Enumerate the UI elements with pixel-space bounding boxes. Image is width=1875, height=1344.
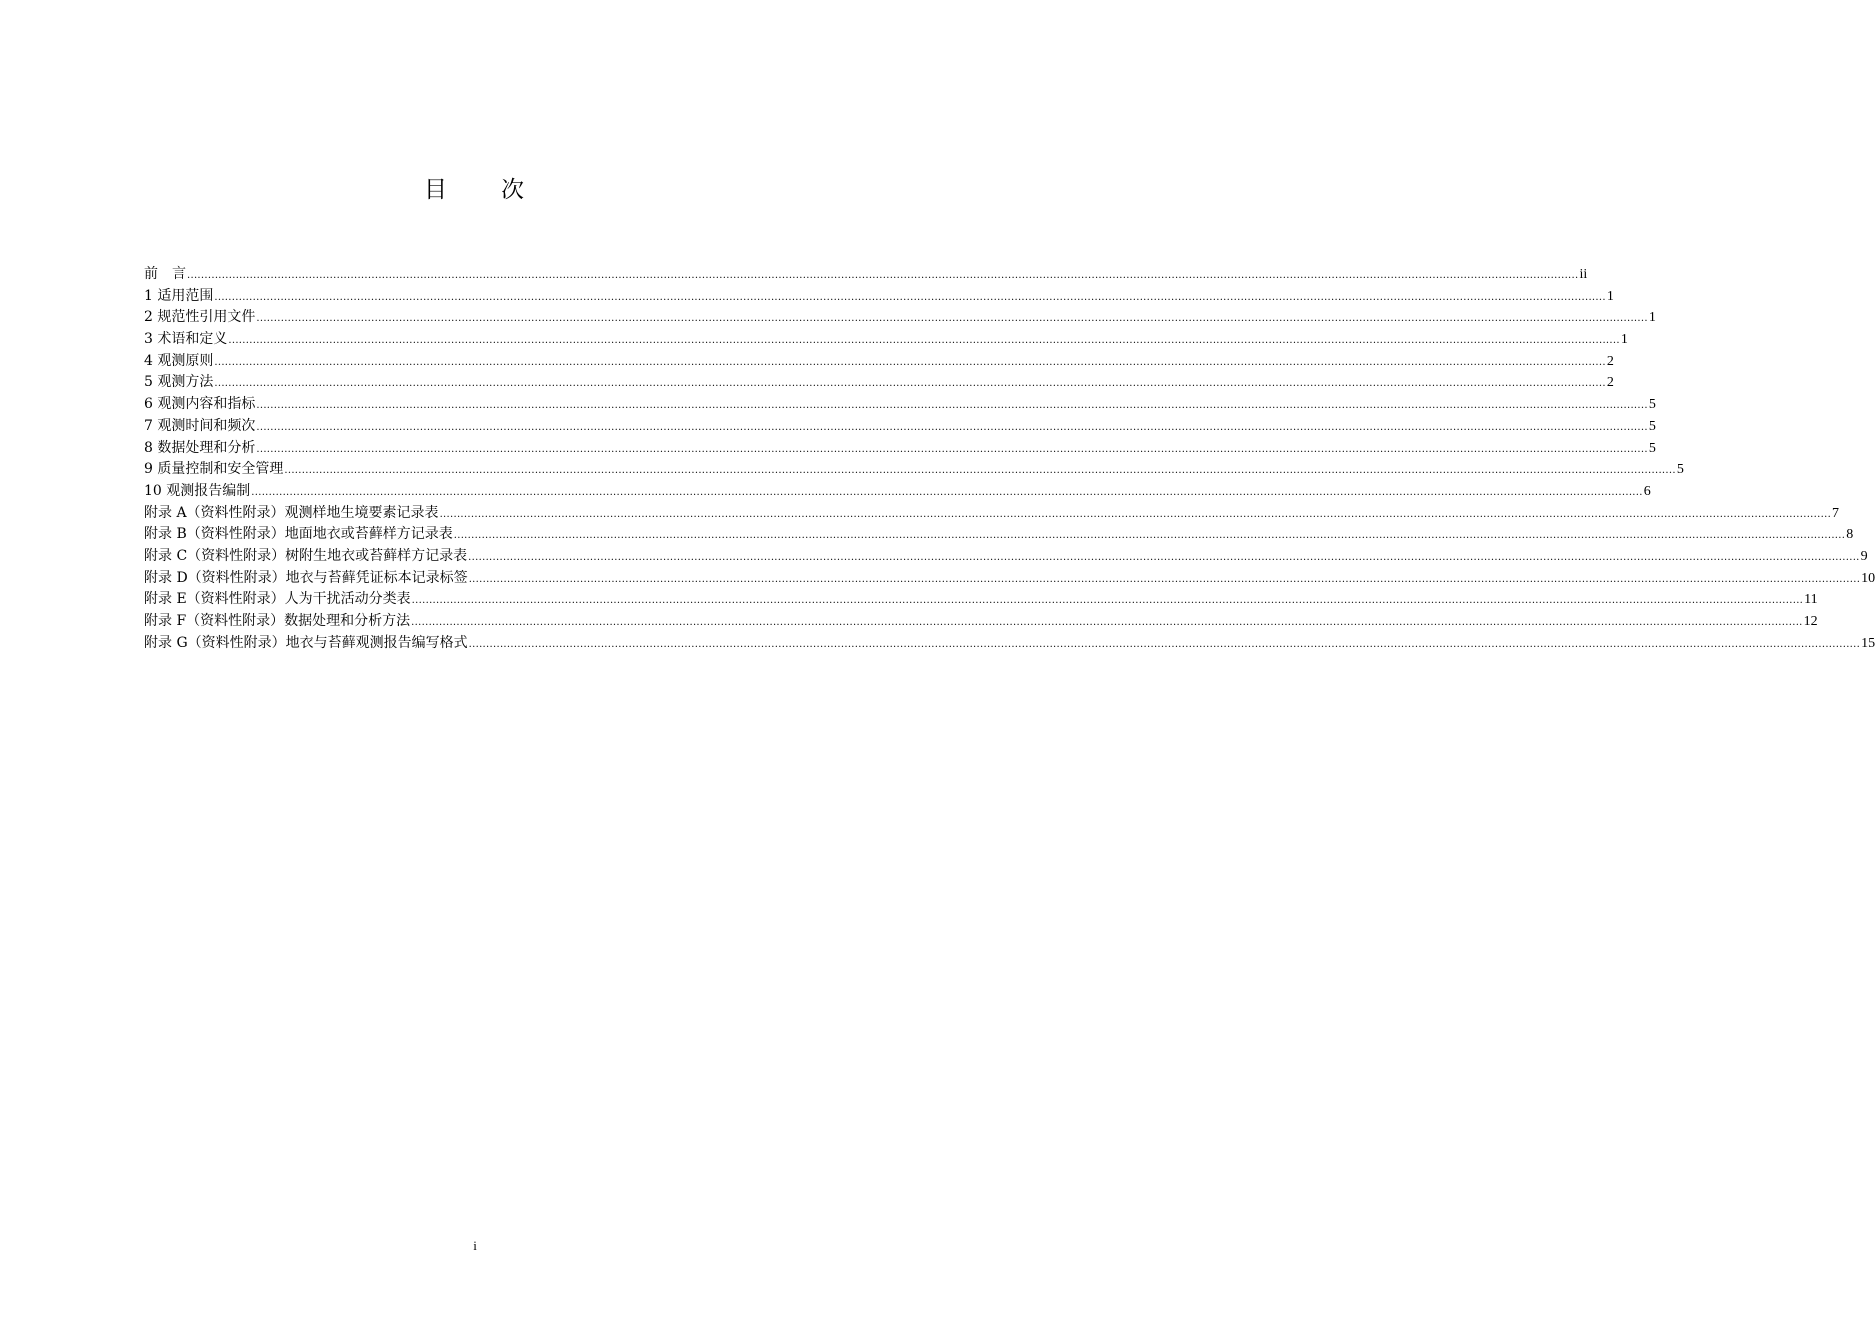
toc-entry-page: 2 — [1606, 375, 1614, 391]
toc-entry[interactable] — [144, 503, 1840, 525]
toc-entry-page: 1 — [1648, 310, 1656, 326]
toc-entry-page: 7 — [1832, 505, 1840, 521]
toc-entry-label: 附录 C（资料性附录）树附生地衣或苔藓样方记录表 — [144, 547, 468, 564]
toc-entry[interactable] — [144, 394, 1656, 416]
toc-entry[interactable] — [144, 524, 1854, 546]
toc-dot-leader: ................................................................................................................................................................................................................................................................................................................................................................................................................ — [256, 400, 1648, 412]
toc-entry-label: 6 观测内容和指标 — [144, 396, 256, 413]
toc-entry[interactable] — [144, 351, 1614, 373]
toc-entry-page: 12 — [1803, 614, 1818, 629]
toc-entry[interactable] — [144, 416, 1656, 438]
toc-entry-label: 附录 E（资料性附录）人为干扰活动分类表 — [144, 591, 411, 608]
toc-entry-label: 7 观测时间和频次 — [144, 417, 256, 434]
toc-entry-page: 1 — [1606, 288, 1614, 304]
title-char-left: 目 — [424, 177, 449, 203]
toc-entry[interactable] — [144, 264, 1588, 286]
toc-dot-leader: ................................................................................................................................................................................................................................................................................................................................................................................................................ — [468, 551, 1860, 563]
toc-entry-label: 8 数据处理和分析 — [144, 439, 256, 456]
toc-entry[interactable] — [144, 307, 1656, 329]
toc-dot-leader: ................................................................................................................................................................................................................................................................................................................................................................................................................ — [256, 443, 1648, 455]
toc-entry-page: 6 — [1643, 483, 1651, 499]
toc-dot-leader: ................................................................................................................................................................................................................................................................................................................................................................................................................ — [187, 270, 1579, 281]
toc-entry-page: 1 — [1620, 332, 1628, 348]
toc-entry-page: 15 — [1861, 635, 1875, 651]
toc-entry[interactable] — [144, 438, 1656, 460]
toc-entry-label: 9 质量控制和安全管理 — [144, 461, 284, 478]
toc-dot-leader: ................................................................................................................................................................................................................................................................................................................................................................................................................ — [214, 378, 1606, 390]
toc-entry-page: 11 — [1804, 592, 1818, 608]
toc-dot-leader: ................................................................................................................................................................................................................................................................................................................................................................................................................ — [468, 638, 1861, 650]
toc-entry[interactable] — [144, 286, 1614, 308]
toc-dot-leader: ................................................................................................................................................................................................................................................................................................................................................................................................................ — [256, 421, 1648, 433]
toc-entry-page: 2 — [1606, 353, 1614, 369]
toc-entry-page: ii — [1579, 267, 1588, 282]
toc-entry[interactable] — [144, 481, 1651, 503]
toc-entry[interactable] — [144, 546, 1868, 568]
toc-dot-leader: ................................................................................................................................................................................................................................................................................................................................................................................................................ — [214, 356, 1606, 368]
toc-dot-leader: ................................................................................................................................................................................................................................................................................................................................................................................................................ — [411, 617, 1803, 628]
toc-dot-leader: ................................................................................................................................................................................................................................................................................................................................................................................................................ — [214, 291, 1606, 303]
toc-entry-page: 5 — [1676, 462, 1684, 478]
table-of-contents — [144, 264, 1875, 654]
toc-entry-label: 1 适用范围 — [144, 287, 214, 304]
toc-entry-label: 5 观测方法 — [144, 374, 214, 391]
toc-dot-leader: ................................................................................................................................................................................................................................................................................................................................................................................................................ — [228, 335, 1620, 347]
toc-entry-page: 9 — [1860, 548, 1868, 564]
toc-entry-label: 附录 F（资料性附录）数据处理和分析方法 — [144, 613, 411, 629]
toc-entry[interactable] — [144, 459, 1684, 481]
toc-entry[interactable] — [144, 633, 1875, 655]
toc-entry-page: 5 — [1648, 397, 1656, 413]
toc-entry-label: 2 规范性引用文件 — [144, 309, 256, 326]
toc-entry-page: 5 — [1648, 418, 1656, 434]
toc-dot-leader: ................................................................................................................................................................................................................................................................................................................................................................................................................ — [468, 573, 1861, 585]
page-title — [0, 174, 950, 206]
toc-dot-leader: ................................................................................................................................................................................................................................................................................................................................................................................................................ — [453, 530, 1846, 542]
title-char-right: 次 — [501, 177, 526, 203]
toc-entry[interactable] — [144, 589, 1818, 611]
toc-dot-leader: ................................................................................................................................................................................................................................................................................................................................................................................................................ — [256, 313, 1648, 325]
toc-entry-page: 5 — [1648, 440, 1656, 456]
toc-entry-label: 附录 B（资料性附录）地面地衣或苔藓样方记录表 — [144, 526, 453, 543]
toc-entry-label: 4 观测原则 — [144, 352, 214, 369]
toc-entry-label: 3 术语和定义 — [144, 331, 228, 348]
toc-dot-leader: ................................................................................................................................................................................................................................................................................................................................................................................................................ — [284, 465, 1676, 477]
toc-dot-leader: ................................................................................................................................................................................................................................................................................................................................................................................................................ — [439, 508, 1832, 520]
toc-entry-page: 8 — [1846, 527, 1854, 543]
toc-entry-label: 附录 D（资料性附录）地衣与苔藓凭证标本记录标签 — [144, 569, 468, 586]
toc-entry-label: 附录 G（资料性附录）地衣与苔藓观测报告编写格式 — [144, 634, 468, 651]
toc-dot-leader: ................................................................................................................................................................................................................................................................................................................................................................................................................ — [251, 486, 1643, 498]
toc-entry-label: 附录 A（资料性附录）观测样地生境要素记录表 — [144, 504, 439, 521]
toc-entry[interactable] — [144, 372, 1614, 394]
toc-entry-label: 10 观测报告编制 — [144, 482, 251, 499]
toc-entry-page: 10 — [1861, 570, 1875, 586]
toc-dot-leader: ................................................................................................................................................................................................................................................................................................................................................................................................................ — [411, 595, 1804, 607]
toc-entry[interactable] — [144, 568, 1875, 590]
toc-entry[interactable] — [144, 329, 1628, 351]
toc-entry[interactable] — [144, 611, 1818, 633]
toc-entry-label: 前 言 — [144, 266, 186, 282]
footer-page-number: i — [473, 1238, 477, 1253]
